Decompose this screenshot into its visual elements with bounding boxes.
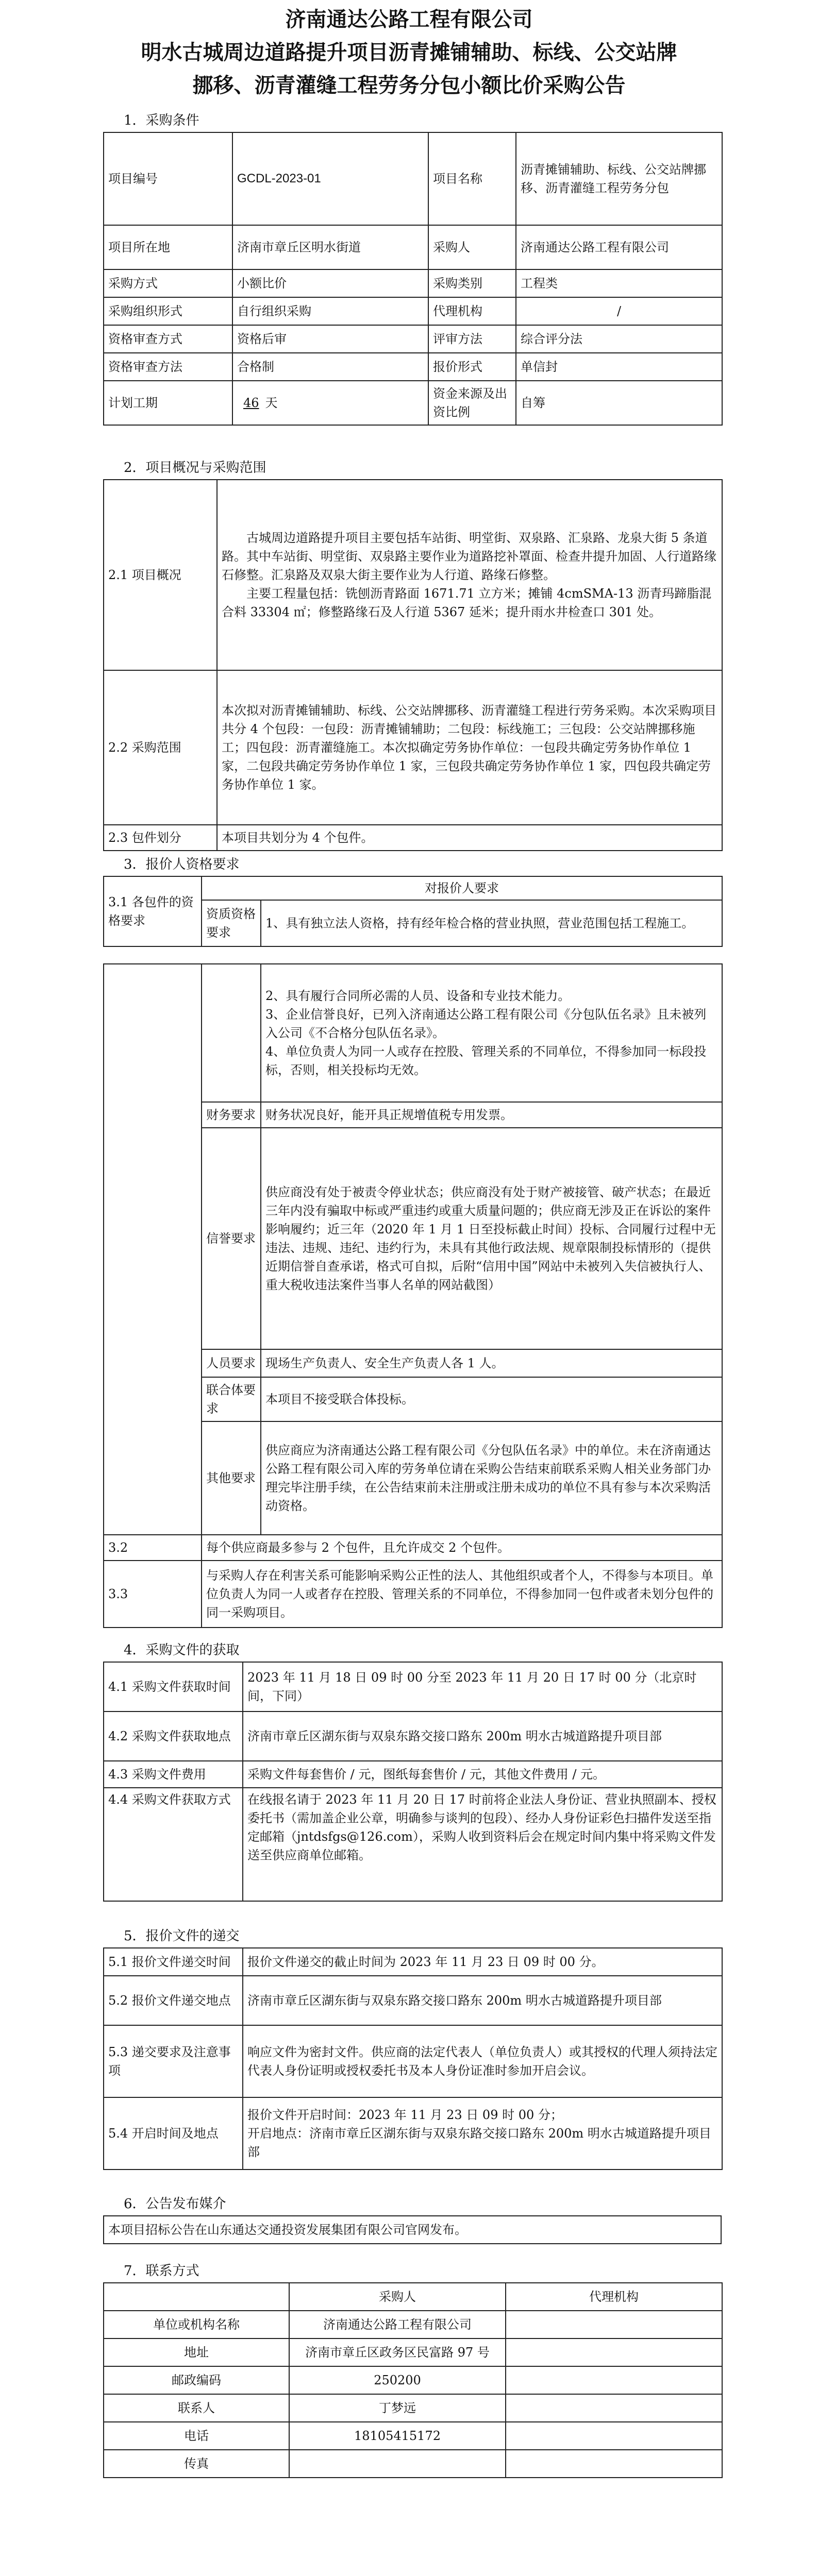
qualification-table-1	[103, 876, 723, 947]
acquisition-table-1	[103, 1662, 723, 1902]
section4-heading: 4．采购文件的获取	[124, 1642, 240, 1658]
fund-label: 资金来源及出资比例	[428, 381, 516, 425]
period-unit: 天	[265, 396, 278, 410]
req-item-3: 3、企业信誉良好，已列入济南通达公路工程有限公司《分包队伍名录》且未被列入公司《不合格分包队伍名录》。	[265, 1007, 707, 1040]
table-row	[104, 825, 722, 851]
col-purchaser: 采购人	[289, 2283, 506, 2311]
category-label: 采购类别	[428, 269, 516, 297]
project-name: 沥青摊铺辅助、标线、公交站牌挪移、沥青灌缝工程劳务分包	[516, 132, 722, 225]
acq-time: 2023 年 11 月 18 日 09 时 00 分至 2023 年 11 月 20 日 17 时 00 分（北京时间，下同）	[243, 1662, 722, 1711]
period-label: 计划工期	[104, 381, 232, 425]
table-row	[104, 2283, 722, 2311]
method: 小额比价	[232, 269, 428, 297]
qualification-label: 资质资格要求	[202, 900, 261, 946]
qual-method: 合格制	[232, 353, 428, 381]
acq-way: 在线报名请于 2023 年 11 月 20 日 17 时前将企业法人身份证、营业执照副本、授权委托书（需加盖企业公章，明确参与谈判的包段）、经办人身份证彩色扫描件发送至指定邮箱（jntdsfgs@126.com），采购人收到资料后会在规定时间内集中将采购文件发送至供应商单位邮箱。	[243, 1788, 722, 1901]
contact-agent	[506, 2338, 722, 2366]
contact-label: 地址	[104, 2338, 289, 2366]
quote-label: 报价形式	[428, 353, 516, 381]
contact-agent	[506, 2450, 722, 2478]
acq-time-label: 4.1 采购文件获取时间	[104, 1662, 243, 1711]
r33: 与采购人存在利害关系可能影响采购公正性的法人、其他组织或者个人，不得参与本项目。单位负责人为同一人或者存在控股、管理关系的不同单位，不得参加同一包件或者未划分包件的同一采购项目。	[202, 1561, 722, 1628]
company-title: 济南通达公路工程有限公司	[285, 8, 533, 31]
table-row	[104, 480, 722, 670]
table-row	[104, 2338, 722, 2366]
table-row	[104, 2025, 722, 2097]
table-row	[104, 269, 722, 297]
conditions-table	[103, 132, 723, 426]
qual-form-label: 资格审查方式	[104, 325, 232, 353]
overview	[217, 480, 722, 670]
table-row	[104, 1662, 722, 1711]
open-place: 开启地点：济南市章丘区湖东街与双泉东路交接口路东 200m 明水古城道路提升项目部	[247, 2126, 711, 2159]
contact-agent	[506, 2394, 722, 2422]
overview-label: 2.1 项目概况	[104, 480, 217, 670]
contact-label: 单位或机构名称	[104, 2311, 289, 2338]
r33-label: 3.3	[104, 1561, 202, 1628]
col-agent: 代理机构	[506, 2283, 722, 2311]
contact-agent	[506, 2422, 722, 2450]
table-row	[104, 2450, 722, 2478]
table-row	[104, 2216, 721, 2244]
method-label: 采购方式	[104, 269, 232, 297]
acq-place-label: 4.2 采购文件获取地点	[104, 1711, 243, 1761]
table-row	[104, 2097, 722, 2170]
category: 工程类	[516, 269, 722, 297]
table-row	[104, 2394, 722, 2422]
credit: 供应商没有处于被责令停业状态；供应商没有处于财产被接管、破产状态；在最近三年内没有骗取中标或严重违约或重大质量问题的；供应商无涉及正在诉讼的案件影响履约；近三年（2020 年 1 月 1 日至投标截止时间）投标、合同履行过程中无违法、违规、违纪、违约行为，未具有其他行政法规、规章限制投标情形的（提供近期信誉自查承诺，格式可自拟，后附“信用中国”网站中未被列入失信被执行人、重大税收违法案件当事人名单的网站截图）	[261, 1128, 722, 1349]
table-row	[104, 876, 722, 900]
req-label-cont	[104, 964, 202, 1535]
project-no-label: 项目编号	[104, 132, 232, 225]
overview-table	[103, 479, 723, 851]
scope-label: 2.2 采购范围	[104, 670, 217, 825]
contact-table	[103, 2282, 723, 2478]
section2-heading: 2．项目概况与采购范围	[124, 460, 266, 476]
table-row	[104, 353, 722, 381]
table-row	[104, 670, 722, 825]
contact-purchaser: 丁梦远	[289, 2394, 506, 2422]
notice-title-line1: 明水古城周边道路提升项目沥青摊铺辅助、标线、公交站牌	[141, 41, 677, 64]
finance: 财务状况良好，能开具正规增值税专用发票。	[261, 1102, 722, 1128]
org-form-label: 采购组织形式	[104, 297, 232, 325]
contact-label: 传真	[104, 2450, 289, 2478]
req-item-2: 2、具有履行合同所必需的人员、设备和专业技术能力。	[265, 989, 571, 1003]
joint-label: 联合体要求	[202, 1377, 261, 1421]
deadline: 报价文件递交的截止时间为 2023 年 11 月 23 日 09 时 00 分。	[243, 1948, 722, 1976]
scope: 本次拟对沥青摊铺辅助、标线、公交站牌挪移、沥青灌缝工程进行劳务采购。本次采购项目共分 4 个包段：一包段：沥青摊铺辅助；二包段：标线施工；三包段：公交站牌挪移施工；四包段：沥青灌缝施工。本次拟确定劳务协作单位：一包段共确定劳务协作单位 1 家，二包段共确定劳务协作单位 1 家，三包段共确定劳务协作单位 1 家，四包段共确定劳务协作单位 1 家。	[217, 670, 722, 825]
req-header: 对报价人要求	[202, 876, 722, 900]
table-row	[104, 1761, 722, 1788]
contact-purchaser: 250200	[289, 2366, 506, 2394]
division-label: 2.3 包件划分	[104, 825, 217, 851]
r32: 每个供应商最多参与 2 个包件，且允许成交 2 个包件。	[202, 1535, 722, 1561]
notice-label: 5.3 递交要求及注意事项	[104, 2025, 243, 2097]
table-row	[104, 2366, 722, 2394]
open-label: 5.4 开启时间及地点	[104, 2097, 243, 2170]
contact-label: 电话	[104, 2422, 289, 2450]
contact-agent	[506, 2311, 722, 2338]
agent-label: 代理机构	[428, 297, 516, 325]
qualification-req-cont	[261, 964, 722, 1102]
contact-header-blank	[104, 2283, 289, 2311]
overview-p2: 主要工程量包括：铣刨沥青路面 1671.71 立方米；摊铺 4cmSMA-13 沥青玛蹄脂混合料 33304 ㎡；修整路缘石及人行道 5367 延米；提升雨水井检查口 301 处。	[222, 586, 712, 619]
contact-label: 邮政编码	[104, 2366, 289, 2394]
sub-place: 济南市章丘区湖东街与双泉东路交接口路东 200m 明水古城道路提升项目部	[243, 1976, 722, 2025]
table-row	[104, 381, 722, 425]
media-table	[103, 2215, 722, 2244]
staff: 现场生产负责人、安全生产负责人各 1 人。	[261, 1349, 722, 1377]
notice: 响应文件为密封文件。供应商的法定代表人（单位负责人）或其授权的代理人须持法定代表人身份证明或授权委托书及本人身份证准时参加开启会议。	[243, 2025, 722, 2097]
section5-heading: 5．报价文件的递交	[124, 1928, 240, 1944]
table-row	[104, 1976, 722, 2025]
acq-fee-label: 4.3 采购文件费用	[104, 1761, 243, 1788]
acq-place: 济南市章丘区湖东街与双泉东路交接口路东 200m 明水古城道路提升项目部	[243, 1711, 722, 1761]
open	[243, 2097, 722, 2170]
period-value: 46	[243, 396, 259, 410]
eval-label: 评审方法	[428, 325, 516, 353]
location: 济南市章丘区明水街道	[232, 225, 428, 269]
section3-heading: 3．报价人资格要求	[124, 857, 240, 872]
contact-purchaser	[289, 2450, 506, 2478]
table-row	[104, 964, 722, 1102]
table-row	[104, 132, 722, 225]
table-row	[104, 297, 722, 325]
table-row	[104, 1535, 722, 1561]
org-form: 自行组织采购	[232, 297, 428, 325]
req-item-4: 4、单位负责人为同一人或存在控股、管理关系的不同单位，不得参加同一标段投标，否则，相关投标均无效。	[265, 1044, 707, 1077]
section7-heading: 7．联系方式	[124, 2263, 199, 2279]
contact-agent	[506, 2366, 722, 2394]
quote: 单信封	[516, 353, 722, 381]
period	[232, 381, 428, 425]
contact-label: 联系人	[104, 2394, 289, 2422]
contact-purchaser: 济南市章丘区政务区民富路 97 号	[289, 2338, 506, 2366]
table-row	[104, 1561, 722, 1628]
qualification-table-2	[103, 963, 723, 1628]
acq-way-label: 4.4 采购文件获取方式	[104, 1788, 243, 1901]
purchaser-label: 采购人	[428, 225, 516, 269]
req-label: 3.1 各包件的资格要求	[104, 876, 202, 946]
table-row	[104, 1788, 722, 1901]
table-row	[104, 325, 722, 353]
fund: 自筹	[516, 381, 722, 425]
open-time: 报价文件开启时间：2023 年 11 月 23 日 09 时 00 分；	[247, 2108, 563, 2122]
project-no: GCDL-2023-01	[232, 132, 428, 225]
empty-cell	[202, 964, 261, 1102]
purchaser: 济南通达公路工程有限公司	[516, 225, 722, 269]
table-row	[104, 1711, 722, 1761]
agent: /	[516, 297, 722, 325]
project-name-label: 项目名称	[428, 132, 516, 225]
qual-form: 资格后审	[232, 325, 428, 353]
table-row	[104, 2311, 722, 2338]
table-row	[104, 225, 722, 269]
table-row	[104, 1948, 722, 1976]
joint: 本项目不接受联合体投标。	[261, 1377, 722, 1421]
finance-label: 财务要求	[202, 1102, 261, 1128]
division: 本项目共划分为 4 个包件。	[217, 825, 722, 851]
other-label: 其他要求	[202, 1421, 261, 1535]
media-text: 本项目招标公告在山东通达交通投资发展集团有限公司官网发布。	[104, 2216, 721, 2244]
eval: 综合评分法	[516, 325, 722, 353]
qualification-req: 1、具有独立法人资格，持有经年检合格的营业执照，营业范围包括工程施工。	[261, 900, 722, 946]
section1-heading: 1．采购条件	[124, 113, 199, 128]
deadline-label: 5.1 报价文件递交时间	[104, 1948, 243, 1976]
other: 供应商应为济南通达公路工程有限公司《分包队伍名录》中的单位。未在济南通达公路工程有限公司入库的劳务单位请在采购公告结束前联系采购人相关业务部门办理完毕注册手续，在公告结束前未注册或注册未成功的单位不具有参与本次采购活动资格。	[261, 1421, 722, 1535]
credit-label: 信誉要求	[202, 1128, 261, 1349]
r32-label: 3.2	[104, 1535, 202, 1561]
overview-p1: 古城周边道路提升项目主要包括车站街、明堂街、双泉路、汇泉路、龙泉大街 5 条道路。其中车站街、明堂街、双泉路主要作业为道路挖补罩面、检查井提升加固、人行道路缘石修整。汇泉路及双泉大街主要作业为人行道、路缘石修整。	[222, 531, 716, 582]
staff-label: 人员要求	[202, 1349, 261, 1377]
acq-fee: 采购文件每套售价 / 元，图纸每套售价 / 元，其他文件费用 / 元。	[243, 1761, 722, 1788]
qual-method-label: 资格审查方法	[104, 353, 232, 381]
notice-title-line2: 挪移、沥青灌缝工程劳务分包小额比价采购公告	[192, 74, 626, 97]
sub-place-label: 5.2 报价文件递交地点	[104, 1976, 243, 2025]
contact-purchaser: 济南通达公路工程有限公司	[289, 2311, 506, 2338]
section6-heading: 6．公告发布媒介	[124, 2196, 226, 2212]
location-label: 项目所在地	[104, 225, 232, 269]
submission-table	[103, 1947, 723, 2170]
table-row	[104, 2422, 722, 2450]
contact-purchaser: 18105415172	[289, 2422, 506, 2450]
